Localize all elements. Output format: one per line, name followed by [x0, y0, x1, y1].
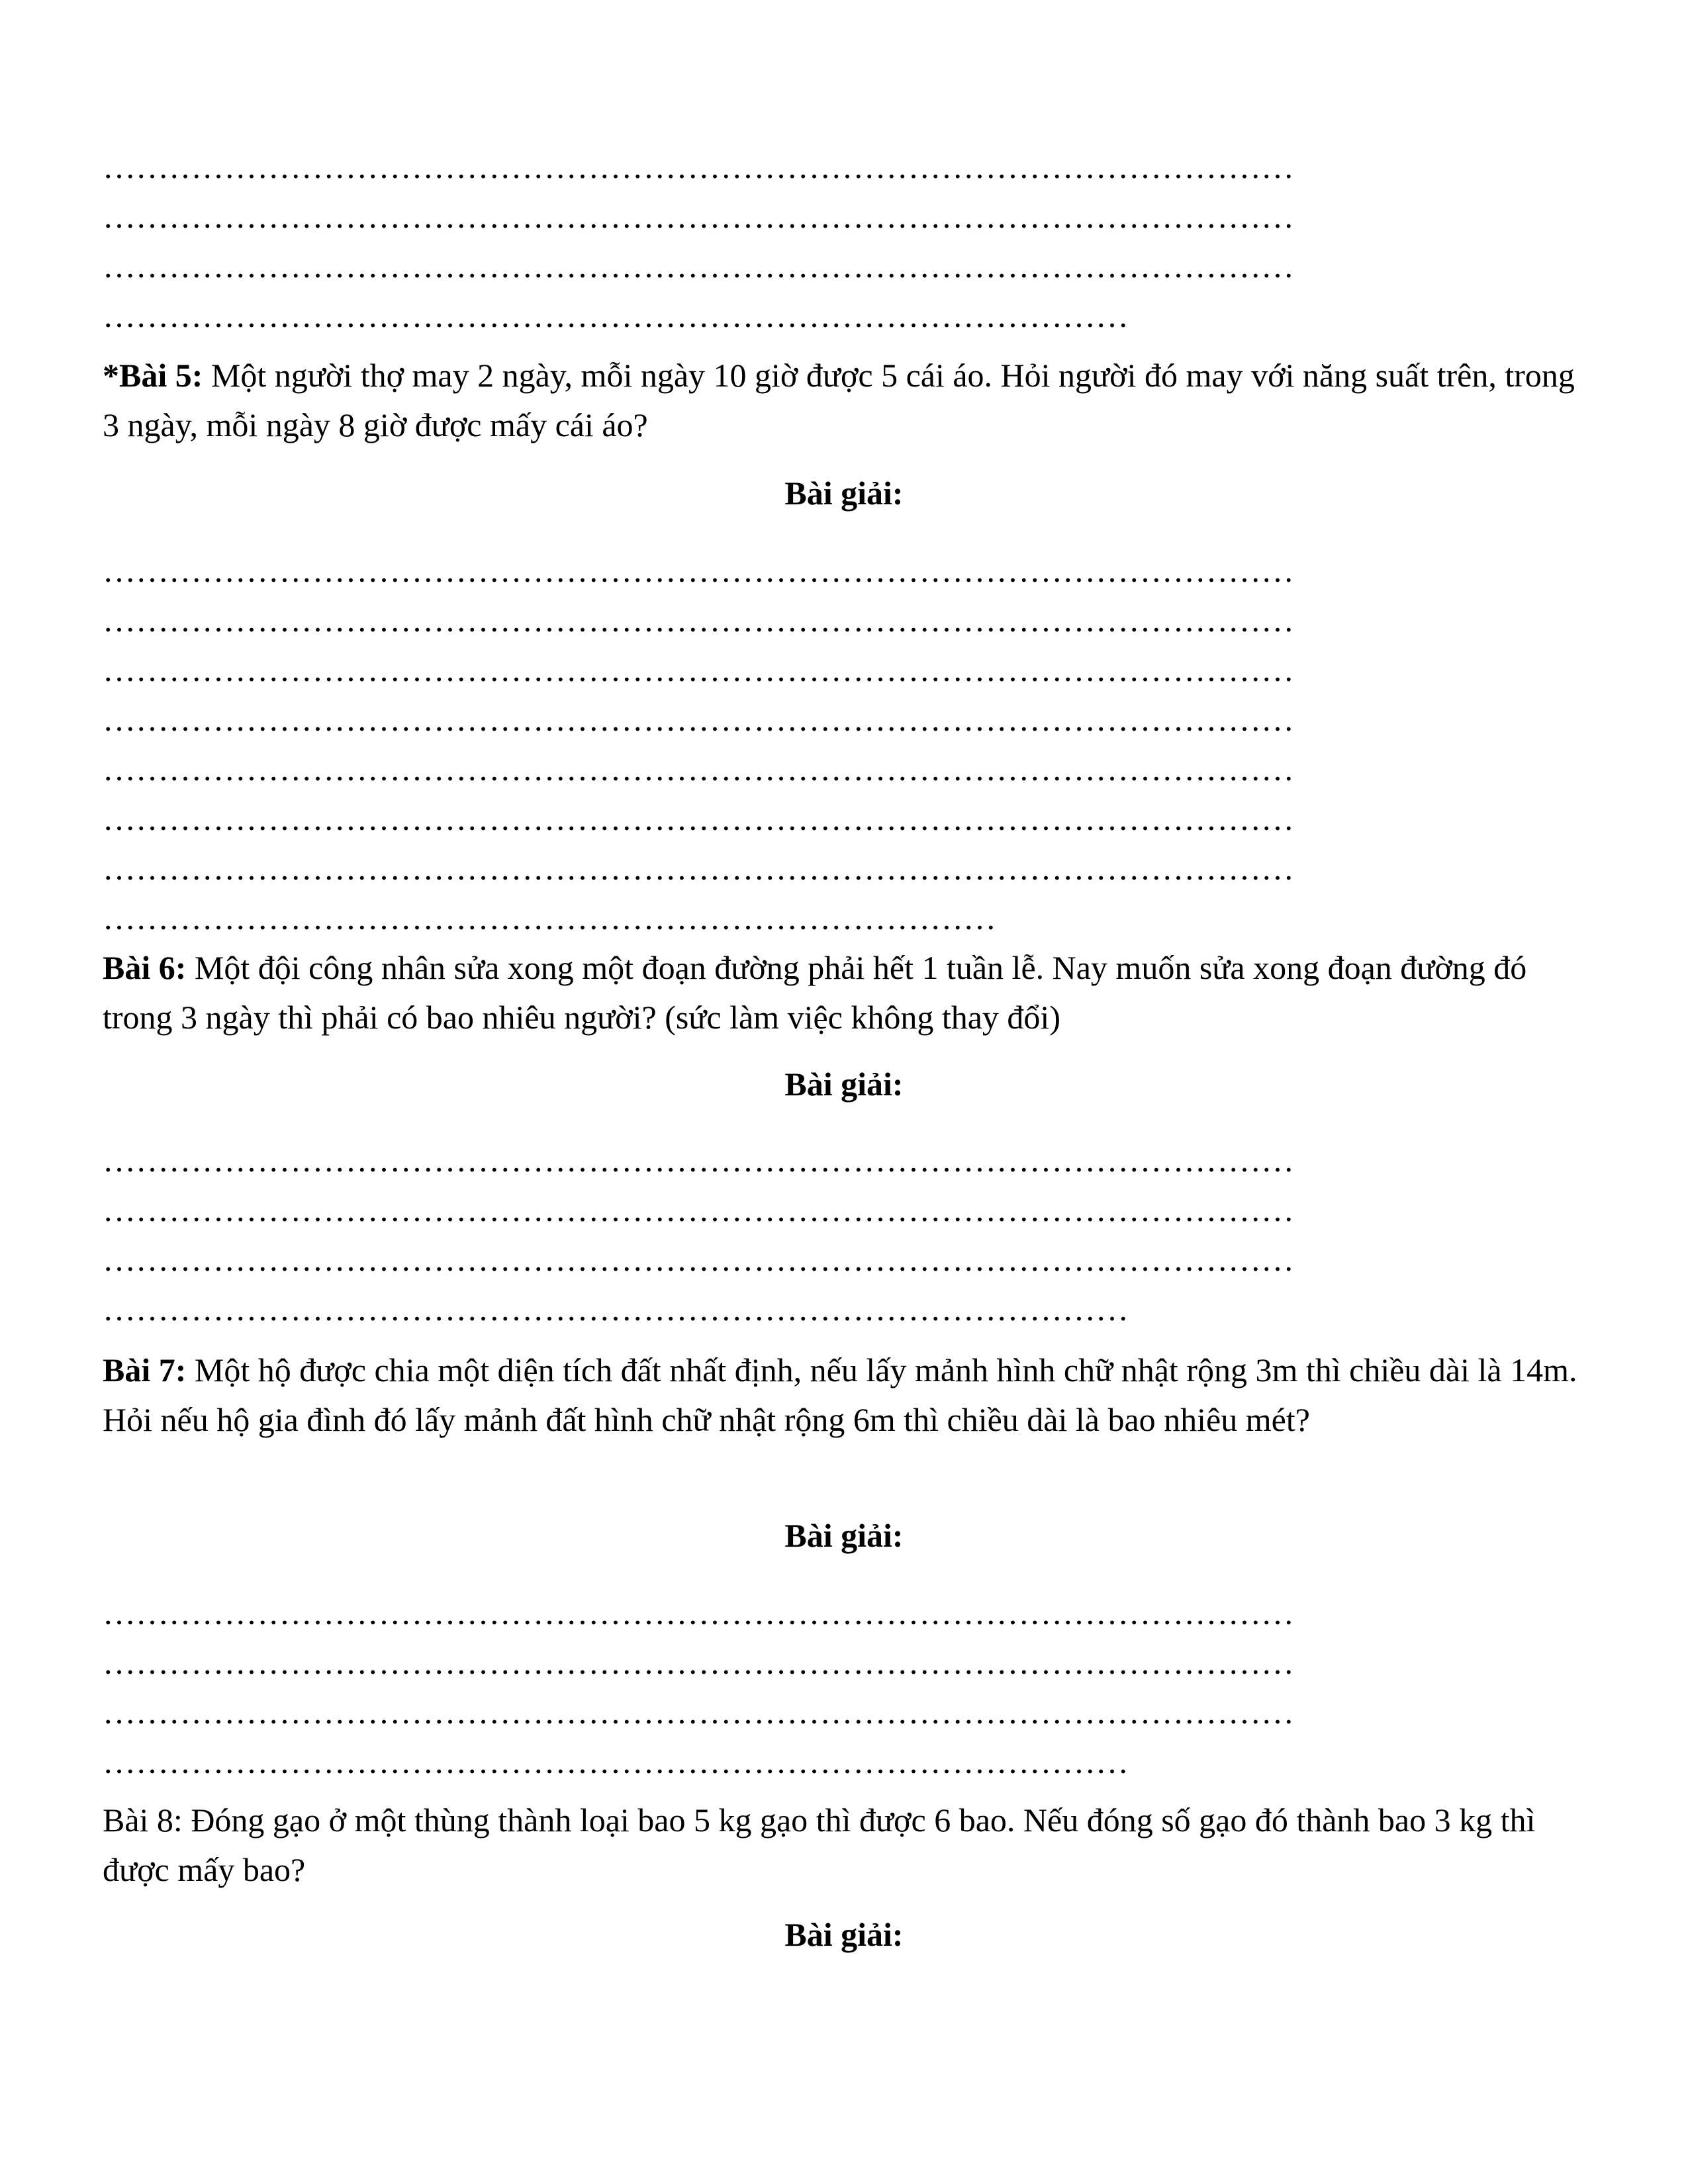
answer-line: ……………………………………………………………………………………………… — [103, 1241, 1294, 1278]
answer-line: ……………………………………………………………………… — [103, 899, 996, 936]
answer-line: ……………………………………………………………………………………………… — [103, 1191, 1294, 1228]
answer-line: ……………………………………………………………………………………………… — [103, 1694, 1294, 1731]
solution-heading-7: Bài giải: — [784, 1517, 904, 1554]
problem-5-label: *Bài 5: — [103, 357, 203, 394]
answer-line: ……………………………………………………………………………………………… — [103, 701, 1294, 738]
answer-line: ……………………………………………………………………………………………… — [103, 800, 1294, 837]
problem-5-text: Một người thợ may 2 ngày, mỗi ngày 10 giờ được 5 cái áo. Hỏi người đó may với năng suất trên, trong 3 ngày, mỗi ngày 8 giờ được mấy cái áo? — [103, 357, 1575, 443]
solution-heading-8: Bài giải: — [784, 1916, 904, 1953]
problem-7-label: Bài 7: — [103, 1351, 187, 1388]
answer-line: ……………………………………………………………………………………………… — [103, 198, 1294, 235]
solution-heading-5: Bài giải: — [784, 475, 904, 512]
answer-line: ……………………………………………………………………………………………… — [103, 148, 1294, 185]
problem-6-text: Một đội công nhân sửa xong một đoạn đường phải hết 1 tuần lễ. Nay muốn sửa xong đoạn đường đó trong 3 ngày thì phải có bao nhiêu người? (sức làm việc không thay đổi) — [103, 949, 1527, 1036]
answer-line: ……………………………………………………………………………………………… — [103, 602, 1294, 639]
answer-line: ……………………………………………………………………………………………… — [103, 850, 1294, 887]
problem-6-label: Bài 6: — [103, 949, 187, 986]
answer-line: ………………………………………………………………………………… — [103, 1743, 1129, 1780]
answer-line: ……………………………………………………………………………………………… — [103, 1644, 1294, 1681]
problem-8 — [103, 1796, 1592, 1895]
answer-line: ……………………………………………………………………………………………… — [103, 552, 1294, 589]
problem-6 — [103, 943, 1592, 1042]
problem-7 — [103, 1345, 1592, 1445]
answer-line: ……………………………………………………………………………………………… — [103, 1142, 1294, 1179]
answer-line: ……………………………………………………………………………………………… — [103, 751, 1294, 788]
problem-7-text: Một hộ được chia một diện tích đất nhất định, nếu lấy mảnh hình chữ nhật rộng 3m thì chiều dài là 14m. Hỏi nếu hộ gia đình đó lấy mảnh đất hình chữ nhật rộng 6m thì chiều dài là bao nhiêu mét? — [103, 1351, 1577, 1438]
problem-8-text: Bài 8: Đóng gạo ở một thùng thành loại bao 5 kg gạo thì được 6 bao. Nếu đóng số gạo đó thành bao 3 kg thì được mấy bao? — [103, 1801, 1536, 1888]
answer-line: ……………………………………………………………………………………………… — [103, 248, 1294, 285]
answer-line: ………………………………………………………………………………… — [103, 1291, 1129, 1328]
answer-line: ……………………………………………………………………………………………… — [103, 651, 1294, 688]
solution-heading-6: Bài giải: — [784, 1066, 904, 1103]
answer-line: ………………………………………………………………………………… — [103, 297, 1129, 334]
answer-line: ……………………………………………………………………………………………… — [103, 1594, 1294, 1631]
problem-5 — [103, 351, 1592, 450]
